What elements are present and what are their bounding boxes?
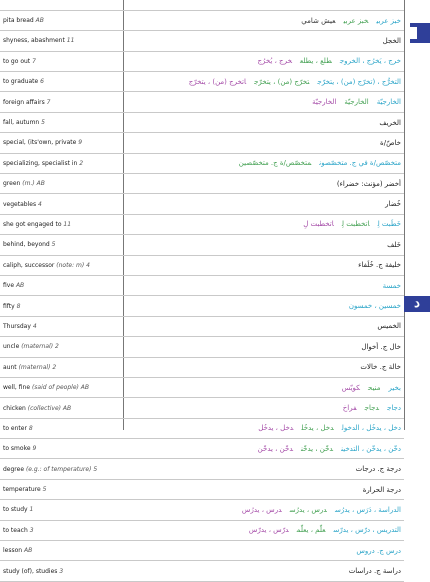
- english-term: uncle: [3, 343, 20, 351]
- english-gloss: [0, 541, 123, 561]
- english-gloss: [0, 31, 123, 51]
- fusha-form: الخارجيّة: [376, 98, 401, 107]
- fusha-form: خبز عربي: [376, 16, 401, 25]
- egyptian-form: دخل ، يدخُل: [258, 424, 294, 433]
- english-term: study (of), studies: [3, 567, 58, 575]
- english-gloss: [0, 520, 123, 540]
- english-term: to graduate: [3, 78, 39, 86]
- glossary-row: [0, 500, 404, 520]
- egyptian-form: درّس ، يدرّس: [248, 526, 289, 535]
- arabic-entry: [123, 133, 404, 153]
- english-gloss: [0, 214, 123, 234]
- arabic-entry: [123, 0, 404, 10]
- lesson-reference: (e.g.: of temperature) 5: [25, 465, 98, 473]
- glossary-row: [0, 459, 404, 479]
- arabic-entry: [123, 174, 404, 194]
- english-gloss: [0, 479, 123, 499]
- english-gloss: [0, 296, 123, 316]
- lesson-reference: 2: [79, 159, 84, 167]
- english-term: special, (its'own, private: [3, 139, 77, 147]
- lesson-reference: (maternal) 2: [21, 343, 59, 351]
- english-term: green: [3, 180, 21, 188]
- english-term: fifty: [3, 302, 15, 310]
- formal-arabic: الخجل: [382, 36, 401, 45]
- egyptian-form: خرج ، يُخرُج: [257, 57, 292, 66]
- lesson-reference: (maternal) 2: [18, 363, 57, 371]
- glossary-row: [0, 541, 404, 561]
- formal-arabic: خُضار: [385, 200, 401, 209]
- formal-arabic: خاصّ/ة: [380, 138, 401, 147]
- arabic-entry: [123, 10, 404, 30]
- glossary-row: [0, 439, 404, 459]
- arabic-entry: [123, 561, 404, 581]
- lesson-reference: 7: [32, 57, 36, 65]
- english-term: aunt: [3, 363, 17, 371]
- fusha-form: دخّن ، يدخّن ، التدخين: [341, 444, 401, 453]
- english-gloss: [0, 194, 123, 214]
- levantine-form: دجاج: [364, 404, 380, 412]
- glossary-row: [0, 214, 404, 234]
- lesson-reference: 5: [51, 241, 56, 249]
- arabic-entry: [123, 194, 404, 214]
- arabic-entry: [123, 500, 404, 520]
- lesson-reference: AB: [24, 547, 33, 555]
- glossary-row: [0, 418, 404, 438]
- thumb-index-tab-top: [410, 23, 430, 43]
- arabic-entry: [123, 357, 404, 377]
- lesson-reference: 5: [41, 119, 45, 127]
- column-divider-right: [404, 0, 405, 430]
- english-term: to teach: [3, 526, 28, 534]
- egyptian-form: دخّن ، يدخّن: [257, 444, 293, 453]
- glossary-row: [0, 51, 404, 71]
- lesson-reference: 9: [32, 445, 37, 453]
- arabic-entry: [123, 112, 404, 132]
- levantine-form: خبز عربي: [343, 16, 369, 25]
- formal-arabic: خَلف: [387, 240, 401, 249]
- fusha-form: التخرُّج ، (تخرّج (من) ، يتخرّج: [317, 77, 401, 86]
- levantine-form: اتخطبت لِ: [341, 220, 370, 229]
- english-gloss: [0, 357, 123, 377]
- levantine-form: الخارجيّة: [344, 98, 369, 107]
- levantine-form: علّم ، يعلّم: [296, 526, 326, 535]
- glossary-row: [0, 398, 404, 418]
- lesson-reference: 3: [59, 567, 64, 575]
- arabic-entry: [123, 316, 404, 336]
- lesson-reference: 5: [42, 486, 47, 494]
- glossary-row: [0, 377, 404, 397]
- english-term: fall, autumn: [3, 119, 40, 127]
- levantine-form: دخل ، يدخُل: [301, 424, 334, 433]
- arabic-entry: [123, 153, 404, 173]
- arabic-entry: [123, 275, 404, 295]
- fusha-form: الدراسة ، دَرَس ، يدرُس: [334, 505, 401, 514]
- arabic-entry: [123, 418, 404, 438]
- arabic-entry: [123, 439, 404, 459]
- fusha-form: متخصّص/ة في ج. متخصّصون: [319, 159, 401, 168]
- english-term: foreign affairs: [3, 98, 45, 106]
- glossary-row: [0, 275, 404, 295]
- egyptian-form: فراخ: [342, 404, 357, 412]
- fusha-form: التدريس ، درّس ، يدرّس: [333, 526, 401, 535]
- english-gloss: [0, 255, 123, 275]
- formal-arabic: دراسة ج. دراسات: [348, 567, 401, 576]
- english-gloss: [0, 459, 123, 479]
- fusha-form: خمسين ، خمسون: [348, 302, 401, 311]
- english-gloss: [0, 439, 123, 459]
- english-term: to go out: [3, 57, 31, 65]
- egyptian-form: درس ، يدرُس: [241, 505, 282, 514]
- english-gloss: [0, 51, 123, 71]
- lesson-reference: AB: [35, 17, 44, 25]
- glossary-row: [0, 235, 404, 255]
- english-gloss: [0, 337, 123, 357]
- thumb-index-tab-notch: [410, 27, 417, 39]
- lesson-reference: 4: [38, 200, 42, 208]
- lesson-reference: 9: [78, 139, 83, 147]
- english-gloss: [0, 235, 123, 255]
- glossary-row: [0, 316, 404, 336]
- arabic-entry: [123, 377, 404, 397]
- glossary-row: [0, 10, 404, 30]
- lesson-reference: 6: [40, 78, 44, 86]
- lesson-reference: (said of people) AB: [31, 384, 89, 392]
- glossary-row: [0, 357, 404, 377]
- english-gloss: [0, 174, 123, 194]
- levantine-form: متخصّص/ة ج. متخصّصين: [238, 159, 312, 168]
- levantine-alt-form: عيش شامي: [301, 16, 336, 25]
- english-gloss: [0, 153, 123, 173]
- english-term: to smoke: [3, 445, 31, 453]
- levantine-form: درس ، يدرُس: [289, 505, 327, 514]
- glossary-row: [0, 255, 404, 275]
- english-term: caliph, successor: [3, 261, 55, 269]
- lesson-reference: 8: [16, 302, 21, 310]
- english-term: degree: [3, 465, 25, 473]
- formal-arabic: أخضر (مؤنث: خضراء): [336, 179, 401, 188]
- formal-arabic: درجة الحرارة: [362, 485, 401, 494]
- arabic-entry: [123, 459, 404, 479]
- english-term: she got engaged to: [3, 220, 62, 228]
- english-term: Thursday: [3, 322, 31, 330]
- fusha-form: دجاج: [387, 404, 401, 412]
- arabic-entry: [123, 72, 404, 92]
- arabic-entry: [123, 296, 404, 316]
- english-gloss: [0, 133, 123, 153]
- fusha-form: دخل ، يدخُل ، الدخول: [341, 424, 401, 433]
- glossary-row: [0, 72, 404, 92]
- english-term: temperature: [3, 486, 41, 494]
- english-gloss: [0, 92, 123, 112]
- arabic-entry: [123, 51, 404, 71]
- formal-arabic: الخريف: [379, 118, 401, 127]
- lesson-reference: (collective) AB: [27, 404, 72, 412]
- english-gloss: [0, 398, 123, 418]
- thumb-index-tab-dal: د: [404, 296, 430, 312]
- formal-arabic: درجة ج. درجات: [355, 465, 401, 474]
- glossary-row: [0, 92, 404, 112]
- formal-arabic: خليفة ج. خُلَفاء: [358, 261, 401, 270]
- glossary-row: [0, 153, 404, 173]
- english-term: vegetables: [3, 200, 37, 208]
- glossary-row: [0, 133, 404, 153]
- arabic-entry: [123, 31, 404, 51]
- lesson-reference: 3: [29, 526, 34, 534]
- fusha-form: بخير: [388, 383, 401, 392]
- levantine-form: دخّن ، يدخّن: [301, 444, 334, 453]
- arabic-entry: [123, 214, 404, 234]
- lesson-reference: (note: m) 4: [56, 261, 90, 269]
- arabic-entry: [123, 479, 404, 499]
- lesson-reference: 1: [29, 506, 34, 514]
- lesson-reference: 11: [63, 220, 72, 228]
- fusha-form: خمسة: [382, 281, 401, 290]
- english-term: to enter: [3, 424, 27, 432]
- glossary-row: [0, 296, 404, 316]
- egyptian-form: اتخرج (من) ، يتخرّج: [188, 77, 247, 86]
- english-term: five: [3, 282, 15, 290]
- english-gloss: [0, 112, 123, 132]
- glossary-row: [0, 337, 404, 357]
- egyptian-form: كويّس: [341, 383, 361, 392]
- english-gloss: [0, 316, 123, 336]
- egyptian-form: اتخطبت لِ: [303, 220, 334, 229]
- english-term: chicken: [3, 404, 26, 412]
- lesson-reference: 7: [46, 98, 51, 106]
- arabic-entry: [123, 92, 404, 112]
- arabic-entry: [123, 520, 404, 540]
- english-gloss: [0, 72, 123, 92]
- lesson-reference: (m.) AB: [22, 180, 45, 188]
- glossary-row: [0, 194, 404, 214]
- english-term: lesson: [3, 547, 23, 555]
- english-term: well, fine: [3, 384, 31, 392]
- glossary-row: [0, 561, 404, 581]
- glossary-row: [0, 520, 404, 540]
- english-term: shyness, abashment: [3, 37, 65, 45]
- glossary-row: [0, 174, 404, 194]
- lesson-reference: AB: [15, 282, 25, 290]
- english-term: specializing, specialist in: [3, 159, 78, 167]
- fusha-form: خرج ، يَخرُج ، الخروج: [339, 57, 401, 66]
- lesson-reference: 4: [32, 322, 37, 330]
- formal-arabic: خالة ج. خالات: [360, 363, 401, 372]
- english-term: pita bread: [3, 17, 34, 25]
- english-term: behind, beyond: [3, 241, 50, 249]
- english-term: to study: [3, 506, 28, 514]
- glossary-row: [0, 112, 404, 132]
- lesson-reference: 8: [28, 424, 33, 432]
- english-gloss: [0, 275, 123, 295]
- fusha-form: درس ج. دروس: [356, 546, 401, 555]
- arabic-entry: [123, 541, 404, 561]
- levantine-form: تخرّج (من) ، يتخرّج: [254, 77, 310, 86]
- glossary-row: [0, 479, 404, 499]
- formal-arabic: خال ج. أخوال: [361, 342, 401, 351]
- english-gloss: [0, 0, 123, 10]
- english-gloss: [0, 10, 123, 30]
- english-gloss: [0, 561, 123, 581]
- english-gloss: [0, 500, 123, 520]
- glossary-row: [0, 0, 404, 10]
- formal-arabic: الخميس: [377, 322, 401, 331]
- fusha-form: خَطَبت لِ: [377, 220, 401, 229]
- arabic-entry: [123, 255, 404, 275]
- arabic-entry: [123, 398, 404, 418]
- lesson-reference: 11: [66, 37, 75, 45]
- egyptian-form: الخارجيّة: [312, 98, 337, 107]
- english-gloss: [0, 377, 123, 397]
- arabic-entry: [123, 337, 404, 357]
- english-gloss: [0, 418, 123, 438]
- levantine-form: منيح: [368, 383, 381, 392]
- glossary-row: [0, 31, 404, 51]
- arabic-entry: [123, 235, 404, 255]
- levantine-form: طلع ، يطلع: [299, 57, 332, 66]
